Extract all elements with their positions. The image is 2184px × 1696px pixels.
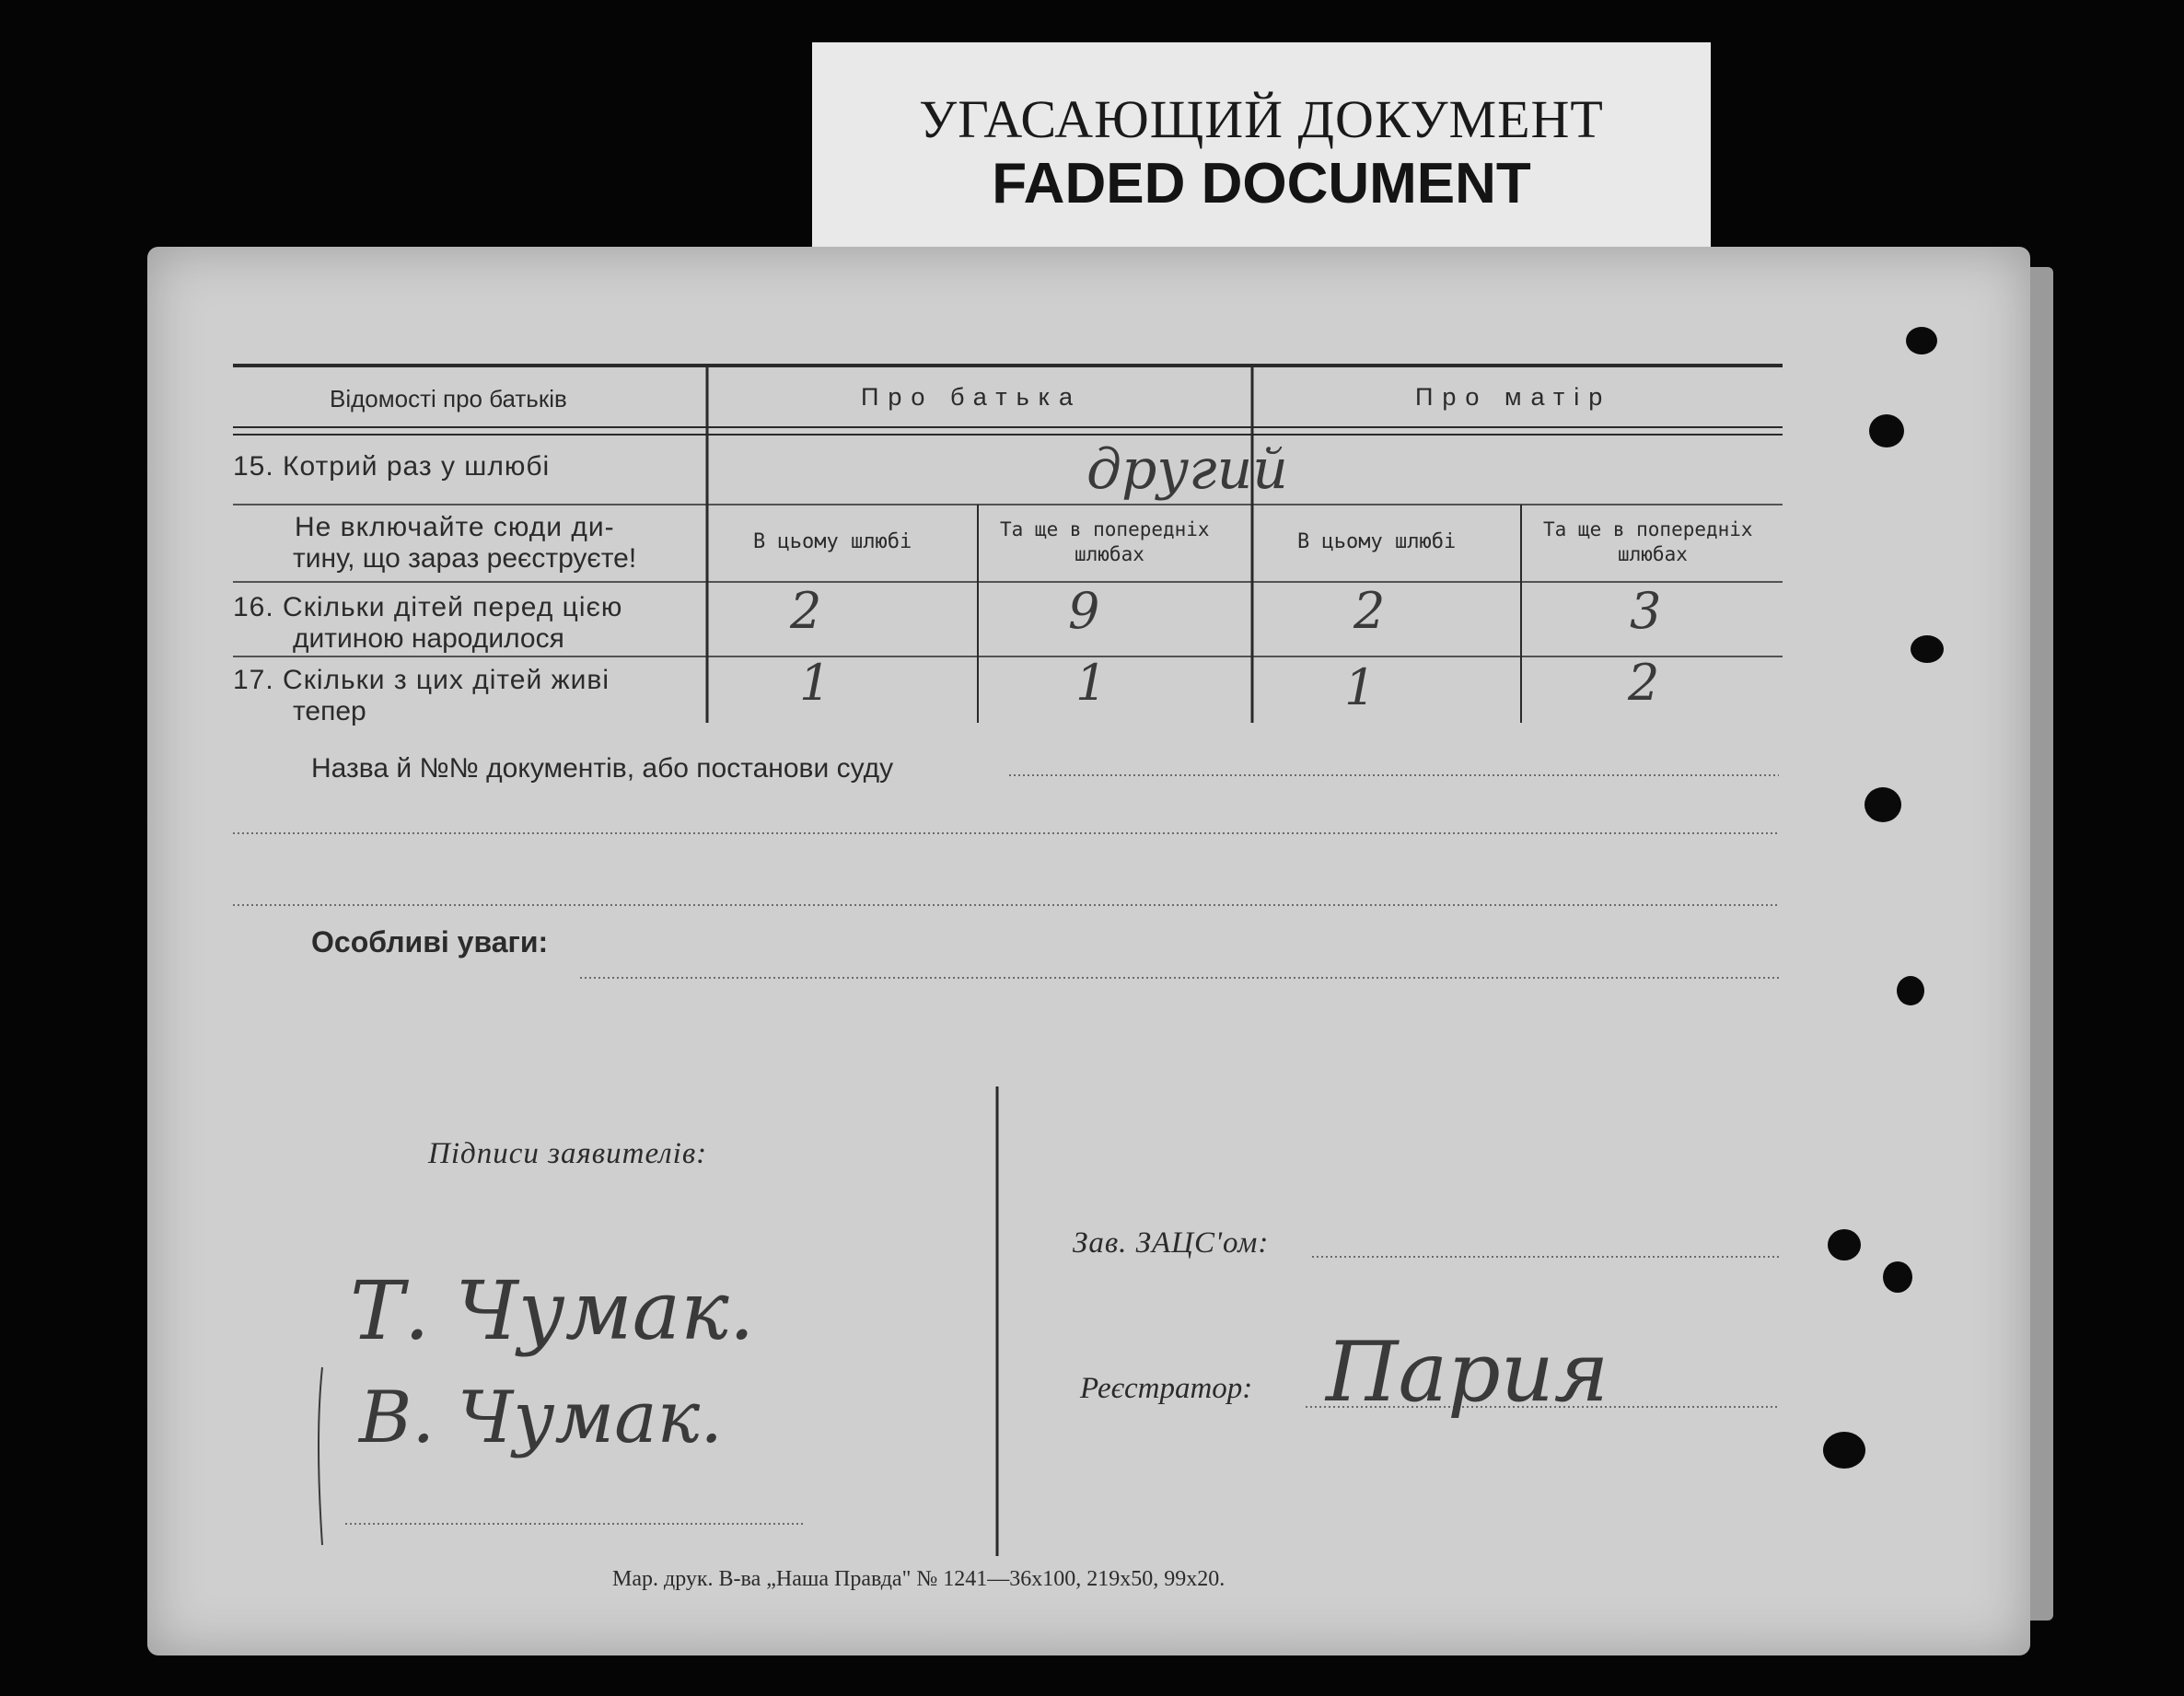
applicant-signature-1: Т. Чумак. xyxy=(350,1263,755,1358)
subheader-mother-prev-2: шлюбах xyxy=(1618,543,1688,565)
subheader-father-this-marriage: В цьому шлюбі xyxy=(753,530,912,553)
header-about-mother: Про матір xyxy=(1415,383,1612,411)
row16-label-2: дитиною народилося xyxy=(293,623,564,654)
remarks-label: Особливі уваги: xyxy=(311,925,549,958)
label-english: FADED DOCUMENT xyxy=(992,152,1531,215)
registrar-label: Реєстратор: xyxy=(1080,1372,1253,1405)
row15-value: другий xyxy=(1086,437,1288,502)
row17-father-this: 1 xyxy=(799,654,831,712)
row16-father-prev: 9 xyxy=(1068,582,1100,640)
row15-label: 15. Котрий раз у шлюбі xyxy=(233,451,551,482)
row17-mother-prev: 2 xyxy=(1628,654,1660,712)
row17-label-2: тепер xyxy=(293,696,366,726)
documents-line-label: Назва й №№ документів, або постанови суду xyxy=(311,753,894,784)
subheader-father-prev-2: шлюбах xyxy=(1075,543,1144,565)
row17-father-prev: 1 xyxy=(1075,654,1108,712)
row17-label-1: 17. Скільки з цих дітей живі xyxy=(233,665,610,695)
subheader-father-prev-1: Та ще в попередніх xyxy=(1000,518,1210,540)
note-line-1: Не включайте сюди ди- xyxy=(295,512,615,542)
row16-father-this: 2 xyxy=(790,582,822,640)
zags-head-label: Зав. ЗАЦС'ом: xyxy=(1073,1226,1270,1260)
row16-mother-prev: 3 xyxy=(1630,582,1662,640)
subheader-mother-prev-1: Та ще в попередніх xyxy=(1543,518,1753,540)
registrar-signature: Пария xyxy=(1326,1324,1609,1421)
applicants-signatures-label: Підписи заявителів: xyxy=(428,1137,708,1170)
applicant-signature-2: В. Чумак. xyxy=(359,1377,723,1459)
note-line-2: тину, що зараз реєструєте! xyxy=(293,543,637,574)
row16-label-1: 16. Скільки дітей перед цією xyxy=(233,592,623,622)
label-russian: УГАСАЮЩИЙ ДОКУМЕНТ xyxy=(919,89,1604,149)
printer-imprint: Мар. друк. В-ва „Наша Правда" № 1241—36x100, 219x50, 99x20. xyxy=(612,1567,1226,1591)
row17-mother-this: 1 xyxy=(1344,658,1377,716)
row16-mother-this: 2 xyxy=(1353,582,1386,640)
header-parents-info: Відомості про батьків xyxy=(330,385,567,412)
subheader-mother-this-marriage: В цьому шлюбі xyxy=(1297,530,1457,553)
header-about-father: Про батька xyxy=(861,383,1083,411)
